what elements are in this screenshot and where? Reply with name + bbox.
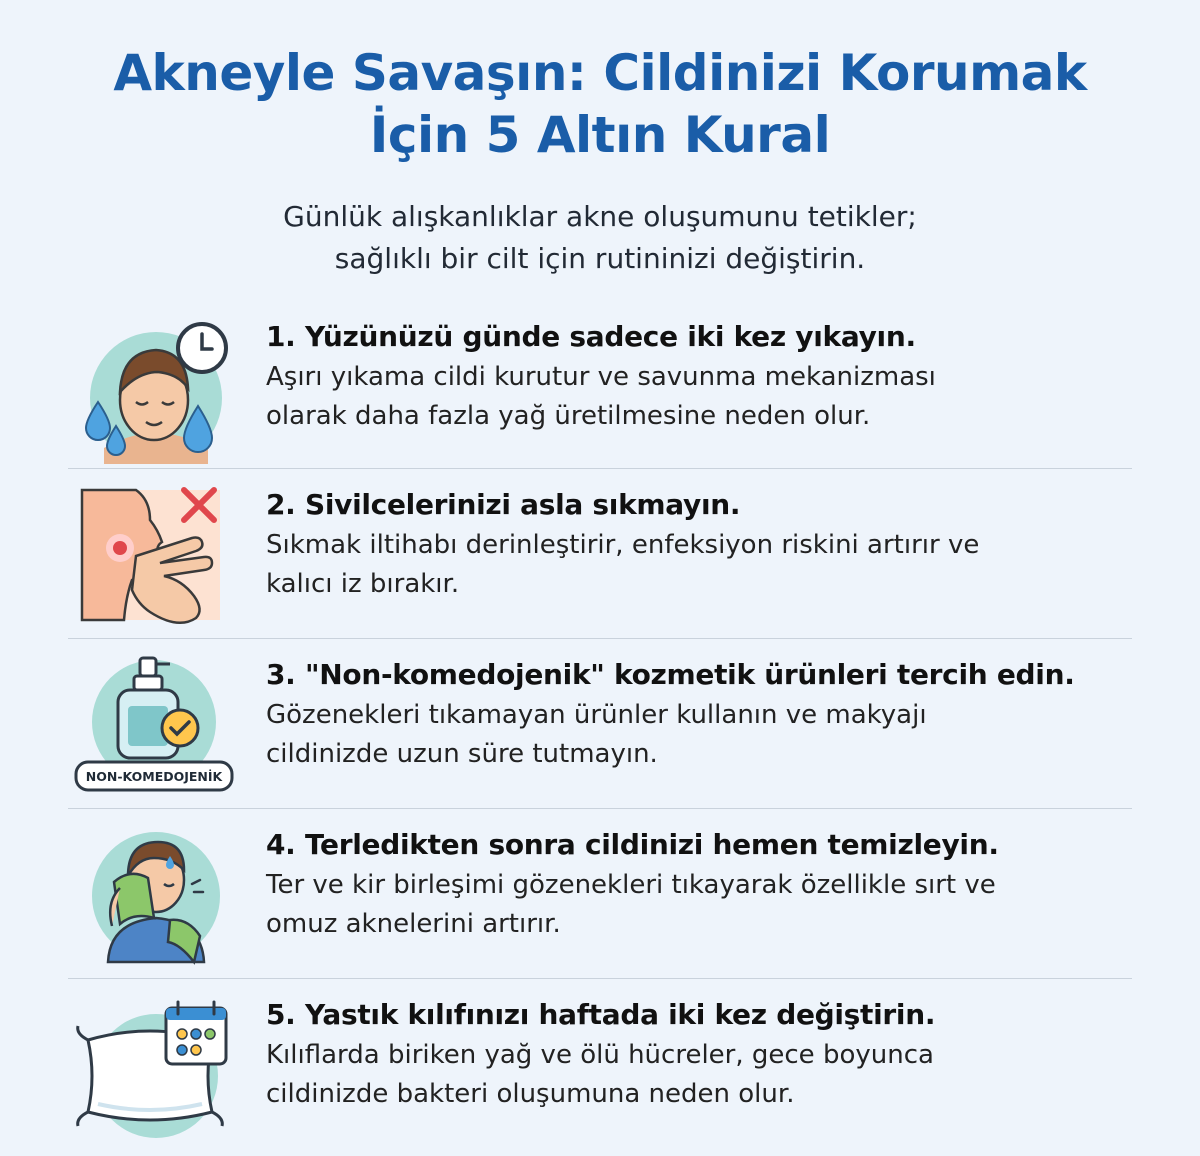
rule-description-line: Sıkmak iltihabı derinleştirir, enfeksiyon riskini artırır ve [266,530,980,560]
divider [68,638,1132,639]
subtitle-line-2: sağlıklı bir cilt için rutininizi değiştirin. [334,242,866,275]
rule-description-line: cildinizde bakteri oluşumuna neden olur. [266,1079,795,1109]
title-line-1: Akneyle Savaşın: Cildinizi Korumak [113,44,1087,102]
pillow-calendar-icon [74,996,234,1146]
rule-item-5 [68,996,1132,1146]
non-comedogenic-badge: NON-KOMEDOJENİK [85,769,223,784]
no-pimple-popping-icon [74,486,234,636]
rule-description-line: Gözenekleri tıkamayan ürünler kullanın ve makyajı [266,700,927,730]
rule-item-3 [68,656,1132,806]
rule-description-line: olarak daha fazla yağ üretilmesine neden olur. [266,401,871,431]
sweat-towel-icon [74,826,234,976]
rule-item-4 [68,826,1132,976]
rule-heading: 3. "Non-komedojenik" kozmetik ürünleri tercih edin. [266,658,1075,691]
rule-item-1 [68,318,1132,468]
rule-description-line: omuz aknelerini artırır. [266,909,561,939]
rule-description-line: kalıcı iz bırakır. [266,569,460,599]
rule-description [266,866,1146,944]
rule-heading: 1. Yüzünüzü günde sadece iki kez yıkayın. [266,320,916,353]
rule-description-line: cildinizde uzun süre tutmayın. [266,739,658,769]
rule-item-2 [68,486,1132,636]
page-subtitle [100,196,1100,280]
page-title [60,42,1140,166]
rule-description [266,526,1146,604]
rule-heading: 4. Terledikten sonra cildinizi hemen temizleyin. [266,828,999,861]
subtitle-line-1: Günlük alışkanlıklar akne oluşumunu tetikler; [283,200,917,233]
rule-description [266,1036,1146,1114]
rule-description-line: Aşırı yıkama cildi kurutur ve savunma mekanizması [266,362,936,392]
title-line-2: İçin 5 Altın Kural [369,106,831,164]
divider [68,468,1132,469]
rule-description [266,358,1146,436]
divider [68,808,1132,809]
rule-heading: 2. Sivilcelerinizi asla sıkmayın. [266,488,741,521]
rule-description-line: Kılıflarda biriken yağ ve ölü hücreler, gece boyunca [266,1040,934,1070]
rule-description-line: Ter ve kir birleşimi gözenekleri tıkayarak özellikle sırt ve [266,870,996,900]
face-wash-clock-icon [74,318,234,468]
rule-heading: 5. Yastık kılıfınızı haftada iki kez değiştirin. [266,998,936,1031]
divider [68,978,1132,979]
cosmetic-bottle-check-icon [74,656,234,806]
rule-description [266,696,1146,774]
